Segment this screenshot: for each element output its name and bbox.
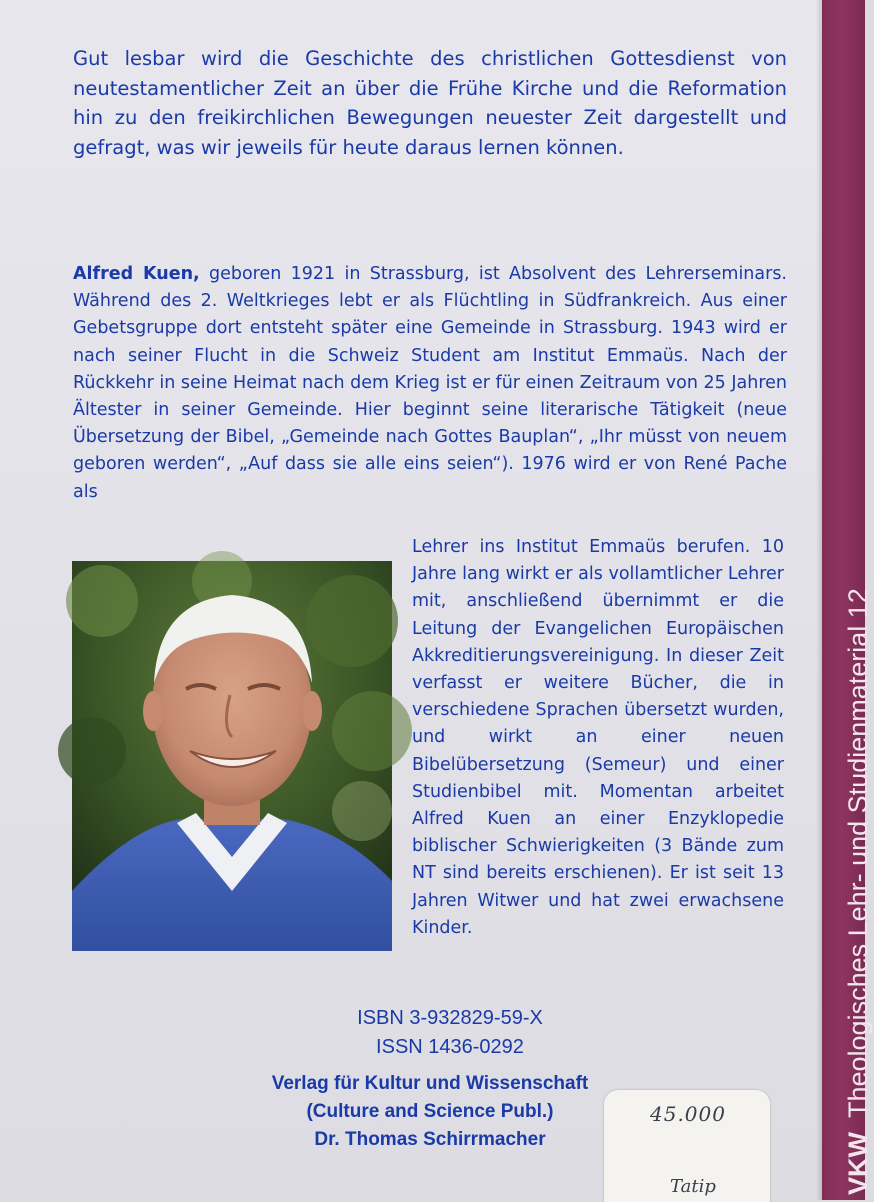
publisher-english-name: (Culture and Science Publ.) [306,1101,554,1122]
bio-text-part1: geboren 1921 in Strassburg, ist Absolvent des Lehrerseminars. Während des 2. Weltkrieges lebt er als Flüchtling in Südfrankreich. Aus einer Gebetsgruppe dort entsteht später eine Gemeinde in Strassburg. 1943 wird er nach seiner Flucht in die Schweiz Student am Institut Emmaüs. Nach der Rückkehr in seine Heimat nach dem Krieg ist er für einen Zeitraum von 25 Jahren Ältester in seiner Gemeinde. Hier beginnt seine literarische Tätigkeit (neue Übersetzung der Bibel, „Gemeinde nach Gottes Bauplan“, „Ihr müsst von neuem geboren werden“, „Auf dass sie alle eins seien“). 1976 wird er von René Pache als [73,264,787,502]
spine-series-title: Theologisches Lehr- und Studienmaterial 12 [843,588,873,1118]
author-portrait-image [72,561,392,951]
author-name: Alfred Kuen, [73,264,200,284]
publisher-editor: Dr. Thomas Schirrmacher [314,1129,546,1150]
author-photo [72,561,392,951]
bio-paragraph-side: Lehrer ins Institut Emmaüs berufen. 10 Jahre lang wirkt er als vollamtlicher Lehrer mit, anschließend übernimmt er die Leitung der Evangelichen Europäischen Akkreditierungsvereinigung. In dieser Zeit verfasst er weitere Bücher, die in verschiedene Sprachen übersetzt wurden, und wirkt an einer neuen Bibelübersetzung (Semeur) und einer Studienbibel mit. Momentan arbeitet Alfred Kuen an einer Enzyklopedie biblischer Schwierigkeiten (3 Bände zum NT sind bereits erschienen). Er ist seit 13 Jahren Witwer und hat zwei erwachsene Kinder. [412,537,784,938]
publisher-info [200,1070,660,1154]
handwritten-note: Tatip [670,1176,716,1197]
publisher-name: Verlag für Kultur und Wissenschaft [271,1073,589,1094]
spine-brand: VKW [843,1132,873,1195]
issn-number: ISSN 1436-0292 [376,1036,524,1058]
bio-paragraph-top [73,261,787,506]
handwritten-price: 45.000 [650,1102,726,1126]
identifiers [300,1004,600,1062]
spine-label [843,588,874,1195]
isbn-number: ISBN 3-932829-59-X [357,1007,543,1029]
intro-paragraph: Gut lesbar wird die Geschichte des christlichen Gottesdienst von neutestamentlicher Zeit an über die Frühe Kirche und die Reformation hin zu den freikirchlichen Bewegungen neuester Zeit dargestellt und gefragt, was wir jeweils für heute daraus lernen können. [73,47,787,159]
